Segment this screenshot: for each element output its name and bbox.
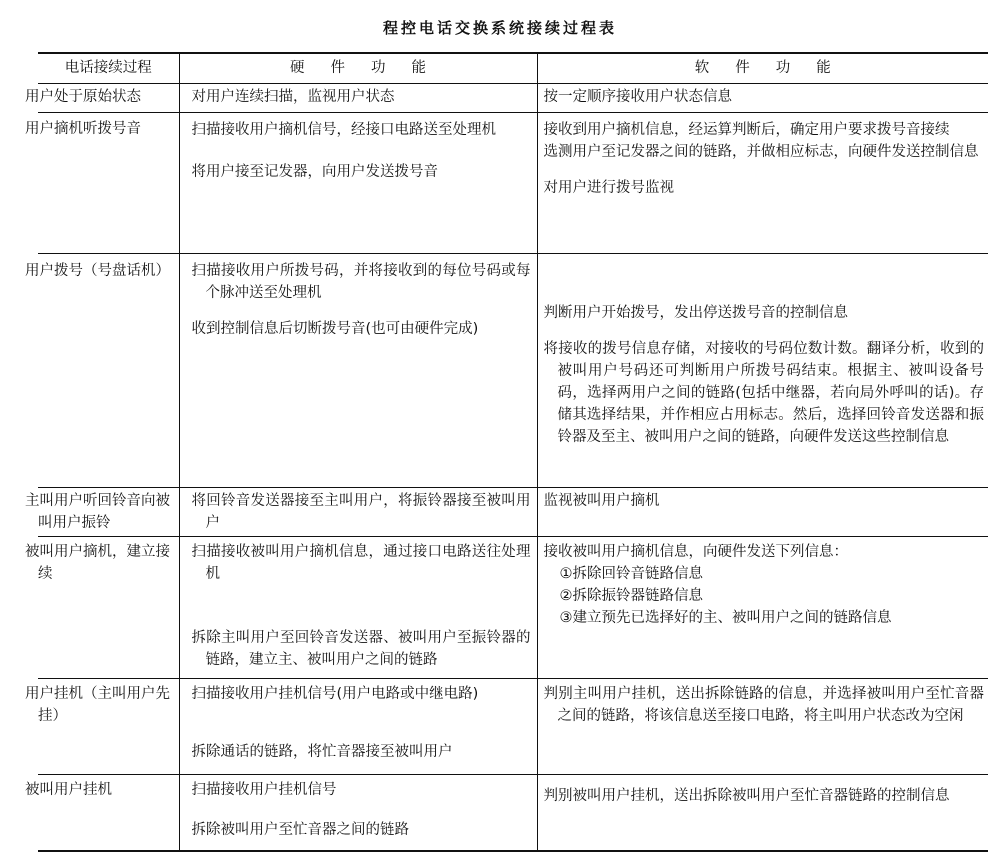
hardware-text: 拆除通话的链路，将忙音器接至被叫用户 [191,744,453,760]
table-row [38,775,988,852]
header-row [38,53,988,84]
process-cell [25,113,179,254]
process-cell [25,775,179,852]
software-cell [537,775,988,852]
software-text: ②拆除振铃器链路信息 [559,588,703,604]
hardware-cell [179,254,537,488]
switching-process-table [25,52,988,852]
software-cell [537,254,988,488]
software-text: ③建立预先已选择好的主、被叫用户之间的链路信息 [559,610,892,626]
software-cell [537,537,988,679]
software-text: 接收被叫用户摘机信息，向硬件发送下列信息： [543,544,848,560]
hardware-text: 扫描接收用户摘机信号，经接口电路送至处理机 [191,122,496,138]
software-cell [537,113,988,254]
software-text: 对用户进行拨号监视 [543,180,674,196]
process-text: 用户处于原始状态 [25,89,141,105]
process-cell [25,254,179,488]
software-text: 判别主叫用户挂机，送出拆除链路的信息，并选择被叫用户至忙音器之间的链路，将该信息送至接口电路，将主叫用户状态改为空闲 [543,686,984,724]
hardware-text: 将用户接至记发器，向用户发送拨号音 [191,164,438,180]
software-text: 按一定顺序接收用户状态信息 [543,89,732,105]
hardware-text: 收到控制信息后切断拨号音(也可由硬件完成) [191,321,479,337]
table-row [38,537,988,679]
hardware-cell [179,775,537,852]
hardware-text: 将回铃音发送器接至主叫用户，将振铃器接至被叫用户 [191,493,531,531]
header-process: 电话接续过程 [38,53,179,84]
header-software: 软件功能 [537,53,988,84]
process-text: 用户挂机（主叫用户先挂） [25,686,170,724]
hardware-text: 扫描接收被叫用户摘机信息，通过接口电路送往处理机 [191,544,531,582]
process-cell [25,679,179,775]
software-cell [537,488,988,537]
software-cell [537,679,988,775]
process-cell [25,537,179,679]
software-text: 接收到用户摘机信息，经运算判断后，确定用户要求拨号音接续 [543,122,950,138]
hardware-text: 扫描接收用户所拨号码，并将接收到的每位号码或每个脉冲送至处理机 [191,263,531,301]
table-row [38,84,988,113]
process-cell [25,84,179,113]
table-row [38,254,988,488]
hardware-text: 扫描接收用户挂机信号 [191,782,337,798]
hardware-cell [179,84,537,113]
hardware-cell [179,113,537,254]
process-text: 主叫用户听回铃音向被叫用户振铃 [25,493,170,531]
table-row [38,488,988,537]
process-cell [25,488,179,537]
software-text: 选测用户至记发器之间的链路，并做相应标志，向硬件发送控制信息 [543,144,979,160]
software-text: 将接收的拨号信息存储，对接收的号码位数计数。翻译分析，收到的被叫用户号码还可判断用户所拨号码结束。根据主、被叫设备号码，选择两用户之间的链路(包括中继器，若向局外呼叫的话)。存储其选择结果，并作相应占用标志。然后，选择回铃音发送器和振铃器及至主、被叫用户之间的链路，向硬件发送这些控制信息 [543,341,984,445]
process-text: 被叫用户挂机 [25,782,112,798]
hardware-text: 拆除主叫用户至回铃音发送器、被叫用户至振铃器的链路，建立主、被叫用户之间的链路 [191,630,531,668]
hardware-text: 对用户连续扫描，监视用户状态 [191,89,395,105]
hardware-cell [179,537,537,679]
hardware-text: 拆除被叫用户至忙音器之间的链路 [191,822,409,838]
process-text: 用户拨号（号盘话机） [25,263,170,279]
software-text: ①拆除回铃音链路信息 [559,566,703,582]
software-text: 监视被叫用户摘机 [543,493,660,509]
table-row [38,113,988,254]
hardware-cell [179,488,537,537]
header-hardware: 硬件功能 [179,53,537,84]
software-text: 判断用户开始拨号，发出停送拨号音的控制信息 [543,305,848,321]
hardware-cell [179,679,537,775]
hardware-text: 扫描接收用户挂机信号(用户电路或中继电路) [191,686,479,702]
process-text: 用户摘机听拨号音 [25,121,141,137]
table-title: 程控电话交换系统接续过程表 [382,19,617,37]
software-cell [537,84,988,113]
software-text: 判别被叫用户挂机，送出拆除被叫用户至忙音器链路的控制信息 [543,788,950,804]
process-text: 被叫用户摘机，建立接续 [25,544,170,582]
table-row [38,679,988,775]
